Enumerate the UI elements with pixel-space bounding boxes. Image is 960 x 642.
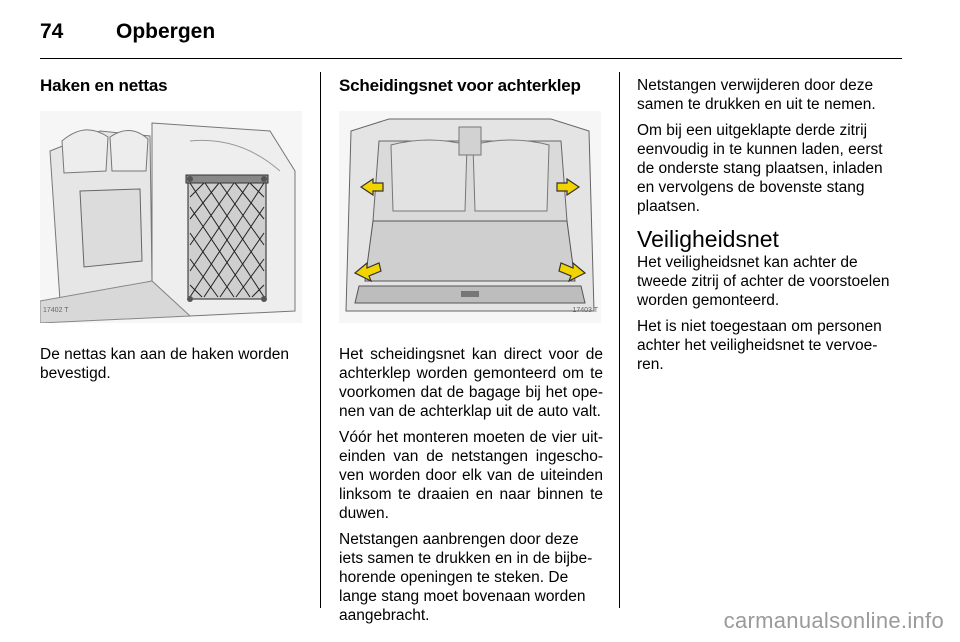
page-number: 74 <box>40 20 64 43</box>
section-heading-partition-net: Scheidingsnet voor achterklep <box>339 76 581 95</box>
paragraph-third-row: Om bij een uitgeklapte derde zitrij eenvoudig in te kunnen laden, eerst de onderste stang plaatsen, inladen en vervolgens de bovenste stang plaatsen. <box>637 122 883 215</box>
column-divider-1 <box>320 72 321 608</box>
column-1 <box>40 76 302 390</box>
paragraph-remove-rods: Netstangen verwijderen door deze samen te drukken en uit te nemen. <box>637 77 876 113</box>
section-heading-hooks: Haken en nettas <box>40 76 168 95</box>
paragraph-partition-2: Vóór het monteren moeten de vier uit-einden van de netstangen ingescho-ven worden door elk van de uiteinden linksom te draaien en naar binnen te duwen. <box>339 429 603 522</box>
cargo-area-illustration <box>339 111 601 323</box>
paragraph-hooks: De nettas kan aan de haken worden bevestigd. <box>40 346 290 382</box>
paragraph-safety-net-2: Het is niet toegestaan om personen achter het veiligheidsnet te vervoe-ren. <box>637 318 882 373</box>
page-header <box>40 20 900 48</box>
watermark: carmanualsonline.info <box>723 608 944 633</box>
column-2 <box>339 76 603 632</box>
figure-code-2: 17403 T <box>572 307 598 314</box>
paragraph-partition-1: Het scheidingsnet kan direct voor de achterklep worden gemonteerd om te voorkomen dat de bagage bij het ope-nen van de achterklap uit de auto valt. <box>339 346 603 420</box>
figure-partition-net <box>339 111 601 323</box>
header-rule <box>40 58 902 59</box>
column-3 <box>637 76 903 381</box>
car-interior-net-illustration <box>40 111 302 323</box>
section-heading-safety-net: Veiligheidsnet <box>637 226 779 252</box>
chapter-title: Opbergen <box>116 20 216 43</box>
figure-code-1: 17402 T <box>43 307 69 314</box>
column-divider-2 <box>619 72 620 608</box>
figure-hooks-net <box>40 111 302 323</box>
paragraph-safety-net-1: Het veiligheidsnet kan achter de tweede zitrij of achter de voorstoelen worden gemonteerd. <box>637 254 890 309</box>
paragraph-partition-3: Netstangen aanbrengen door deze iets samen te drukken en in de bijbe-horende openingen te steken. De lange stang moet bovenaan worden aangebracht. <box>339 531 593 624</box>
